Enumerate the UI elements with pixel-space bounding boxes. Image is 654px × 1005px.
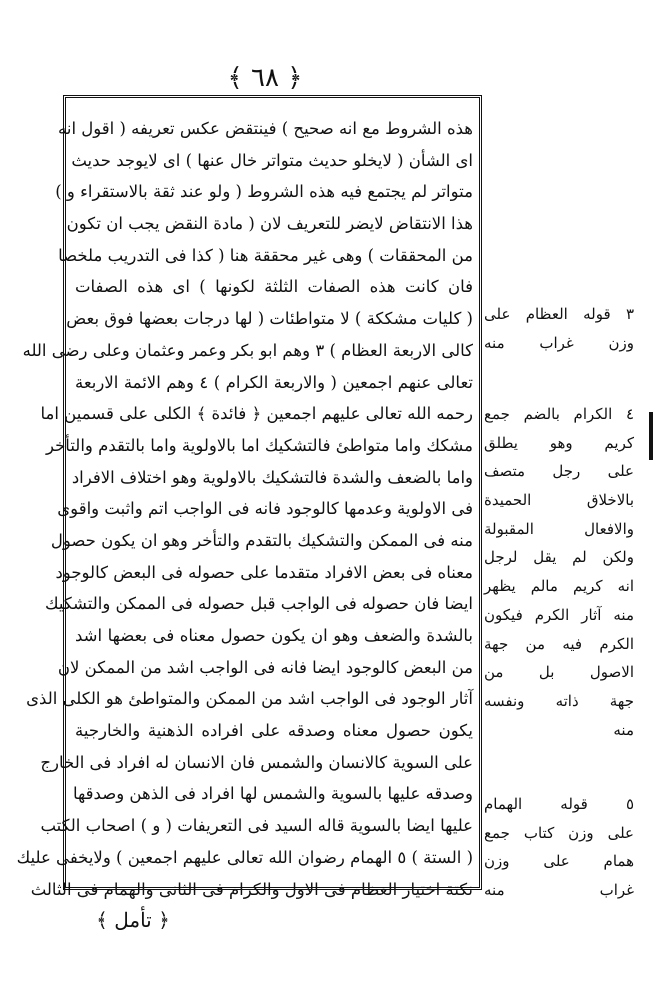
margin-note-line: الكرم فيه من جهة — [484, 634, 634, 653]
text-line: من البعض كالوجود ايضا فانه فى الواجب اشد من الممكن لان — [57, 657, 473, 677]
text-line: نكتة اختيار العظام فى الاول والكرام فى الثانى والهمام فى الثالث — [30, 879, 473, 899]
text-line: فان كانت هذه الصفات الثلثة لكونها ) اى هذه الصفات — [75, 277, 473, 297]
text-line: مشكك واما متواطئ فالتشكيك اما بالاولوية واما بالتقدم والتأخر — [46, 435, 473, 455]
main-text-block — [16, 113, 474, 905]
text-line: متواتر لم يجتمع فيه هذه الشروط ( ولو عند ثقة بالاستقراء و ) — [55, 182, 473, 202]
page-edge-mark — [649, 412, 653, 460]
text-line: واما بالضعف والشدة فالتشكيك بالاولوية وهو اختلاف الافراد — [71, 467, 473, 487]
margin-note-line: انه كريم مالم يظهر — [484, 577, 634, 596]
margin-note-line: غراب منه — [484, 881, 634, 900]
text-line: هذا الانتقاض لايضر للتعريف لان ( مادة النقض يجب ان تكون — [66, 214, 473, 234]
text-line: ( الستة ) ٥ الهمام رضوان الله تعالى عليهم اجمعين ) ولايخفى عليك — [16, 847, 473, 867]
margin-note-5 — [484, 790, 634, 905]
margin-note-line: ولكن لم يقل لرجل — [484, 548, 634, 567]
text-line: على السوية كالانسان والشمس فان الانسان له افراد فى الخارج — [40, 752, 473, 772]
margin-note-line: والافعال المقبولة — [484, 519, 634, 538]
text-line: ايضا فان حصوله فى الواجب قبل حصوله فى الممكن والتشكيك — [45, 594, 473, 614]
margin-note-line: ٣ قوله العظام على — [484, 305, 634, 323]
margin-note-line: على رجل متصف — [484, 462, 634, 481]
margin-note-3 — [484, 300, 634, 357]
text-line: من المحققات ) وهى غير محققة هنا ( كذا فى التدريب ملخصا — [58, 245, 473, 265]
text-line: عليها ايضا بالسوية قاله السيد فى التعريفات ( و ) اصحاب الكتب — [40, 816, 473, 836]
text-line: يكون حصول معناه وصدقه على افراده الذهنية والخارجية — [75, 721, 473, 741]
margin-note-line: منه — [613, 720, 634, 739]
text-line: اى الشأن ( لايخلو حديث متواتر خال عنها ) اى لايوجد حديث — [71, 150, 473, 170]
margin-note-line: جهة ذاته ونفسه — [484, 691, 634, 710]
margin-note-line: همام على وزن — [484, 852, 634, 871]
margin-note-line: وزن غراب منه — [484, 333, 634, 352]
margin-note-line: كريم وهو يطلق — [484, 433, 634, 452]
margin-note-line: على وزن كتاب جمع — [484, 823, 634, 842]
margin-note-line: بالاخلاق الحميدة — [484, 491, 634, 510]
text-line: ( كليات مشككة ) لا متواطئات ( لها درجات بعضها فوق بعض — [66, 309, 473, 329]
page-number: ﴿ ٦٨ ﴾ — [227, 63, 303, 93]
margin-note-4 — [484, 400, 634, 744]
text-line: معناه فى بعض الافراد متقدما على حصوله فى البعض كالوجود — [55, 562, 473, 582]
text-line: فى الاولوية وعدمها كالوجود فانه فى الواجب اتم واثبت واقوى — [57, 499, 473, 519]
catchword: ﴿ تأمل ﴾ — [96, 908, 170, 932]
text-line: رحمه الله تعالى عليهم اجمعين ﴿ فائدة ﴾ الكلى على قسمين اما — [40, 404, 473, 424]
text-line: كالى الاربعة العظام ) ٣ وهم ابو بكر وعمر وعثمان وعلى رضى الله — [22, 340, 473, 360]
text-line: منه فى الممكن والتشكيك بالتقدم والتأخر وهو ان يكون حصول — [50, 530, 473, 550]
margin-note-line: ٥ قوله الهمام — [484, 795, 634, 813]
text-line: وصدقه عليها بالسوية والشمس لها افراد فى الذهن وصدقها — [73, 784, 473, 804]
text-line: تعالى عنهم اجمعين ( والاربعة الكرام ) ٤ وهم الائمة الاربعة — [75, 372, 474, 392]
margin-note-line: الاصول بل من — [484, 663, 634, 682]
margin-note-line: ٤ الكرام بالضم جمع — [484, 405, 634, 423]
margin-note-line: منه آثار الكرم فيكون — [484, 605, 634, 624]
text-line: هذه الشروط مع انه صحيح ) فينتقض عكس تعريفه ( اقول انه — [58, 119, 473, 138]
text-line: آثار الوجود فى الواجب اشد من الممكن والمتواطئ هو الكلى الذى — [26, 689, 473, 709]
text-line: بالشدة والضعف وهو ان يكون حصول معناه فى بعضها اشد — [75, 626, 473, 645]
